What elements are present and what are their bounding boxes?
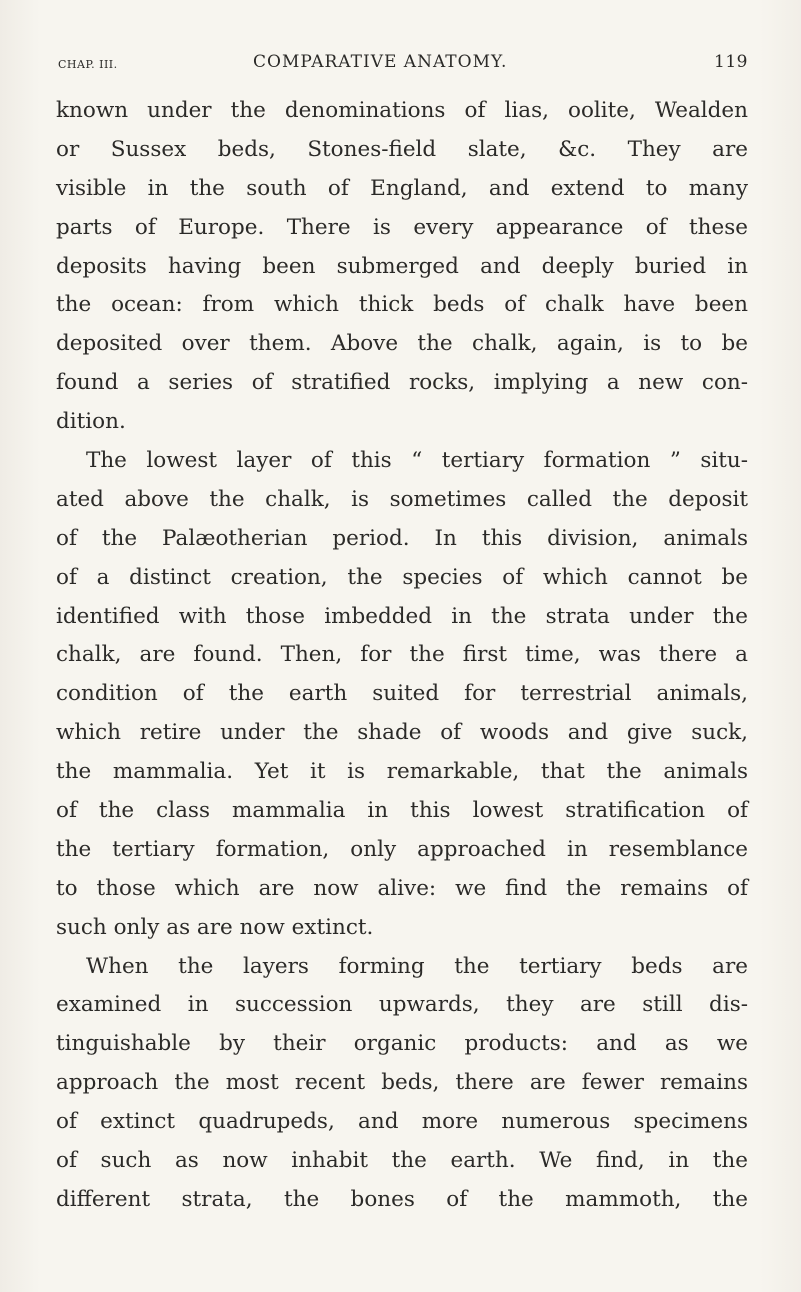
text-line: of a distinct creation, the species of which cannot be bbox=[56, 564, 748, 590]
text-line: When the layers forming the tertiary beds are bbox=[86, 953, 748, 979]
text-line: visible in the south of England, and extend to many bbox=[56, 175, 748, 201]
text-line: condition of the earth suited for terrestrial animals, bbox=[56, 681, 748, 707]
chapter-label: CHAP. III. bbox=[58, 58, 118, 71]
text-line: ated above the chalk, is sometimes called the deposit bbox=[56, 486, 748, 512]
text-line: known under the denominations of lias, oolite, Wealden bbox=[56, 98, 748, 123]
text-line: deposits having been submerged and deeply buried in bbox=[56, 253, 748, 279]
text-line: the tertiary formation, only approached in resemblance bbox=[56, 836, 748, 862]
text-line: which retire under the shade of woods and give suck, bbox=[56, 720, 748, 746]
running-title: COMPARATIVE ANATOMY. bbox=[253, 52, 508, 72]
text-line: The lowest layer of this “ tertiary formation ” situ- bbox=[86, 448, 748, 474]
text-line: or Sussex beds, Stones-field slate, &c. They are bbox=[56, 136, 748, 162]
page-number: 119 bbox=[714, 52, 748, 72]
text-line: approach the most recent beds, there are fewer remains bbox=[56, 1070, 748, 1096]
body-text bbox=[56, 92, 748, 1220]
text-line: the mammalia. Yet it is remarkable, that the animals bbox=[56, 759, 748, 785]
text-line: deposited over them. Above the chalk, again, is to be bbox=[56, 331, 748, 357]
text-line: found a series of stratified rocks, implying a new con- bbox=[56, 370, 748, 396]
text-line: parts of Europe. There is every appearance of these bbox=[56, 214, 748, 240]
text-line: examined in succession upwards, they are still dis- bbox=[56, 992, 748, 1018]
text-line: of extinct quadrupeds, and more numerous specimens bbox=[56, 1109, 748, 1135]
text-line: dition. bbox=[56, 409, 126, 435]
text-line: chalk, are found. Then, for the first time, was there a bbox=[56, 642, 748, 668]
text-line: tinguishable by their organic products: and as we bbox=[56, 1031, 748, 1057]
text-line: of such as now inhabit the earth. We find, in the bbox=[56, 1148, 748, 1174]
text-line: to those which are now alive: we find the remains of bbox=[56, 875, 748, 901]
text-line: of the Palæotherian period. In this division, animals bbox=[56, 525, 748, 551]
running-header bbox=[58, 52, 748, 78]
text-line: the ocean: from which thick beds of chalk have been bbox=[56, 292, 748, 318]
text-line: such only as are now extinct. bbox=[56, 914, 374, 940]
text-line: of the class mammalia in this lowest stratification of bbox=[56, 798, 748, 824]
text-line: different strata, the bones of the mammoth, the bbox=[56, 1186, 748, 1212]
text-line: identified with those imbedded in the strata under the bbox=[56, 603, 748, 629]
